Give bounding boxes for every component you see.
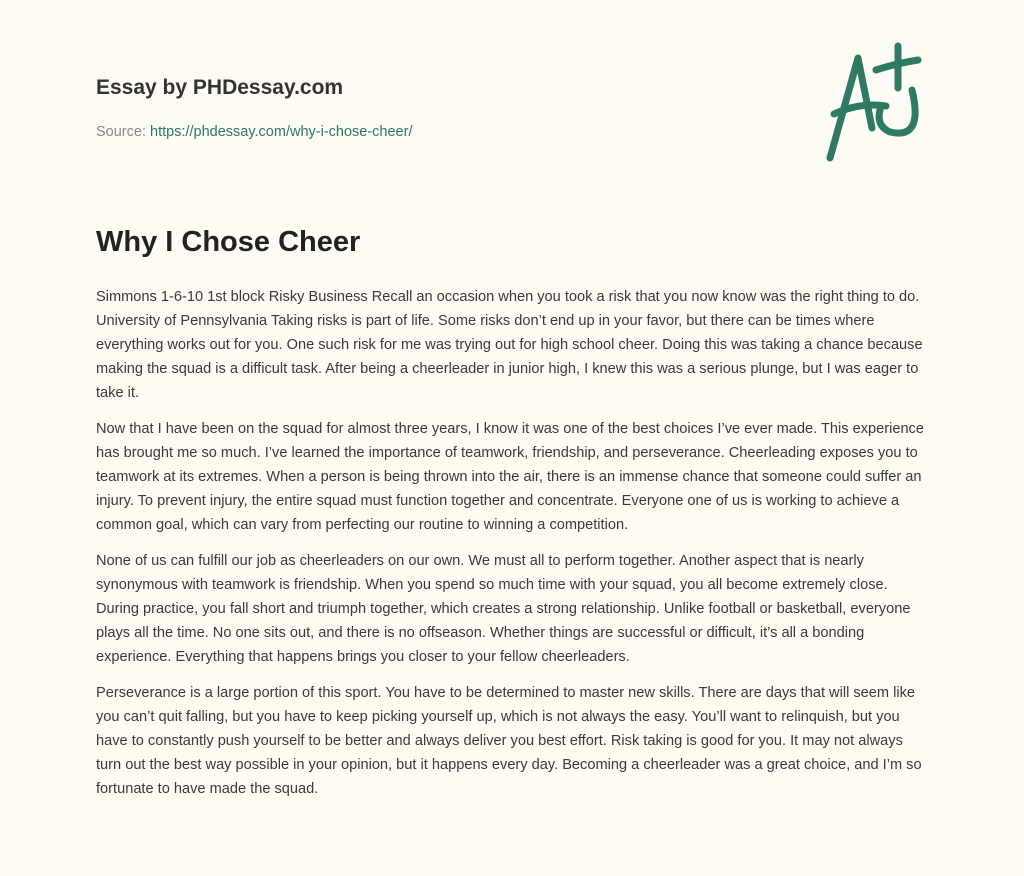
source-label: Source: bbox=[96, 124, 146, 140]
essay-paragraph: Simmons 1-6-10 1st block Risky Business Recall an occasion when you took a risk that you now know was the right thing to do. University of Pennsylvania Taking risks is part of life. Some risks don’t end up in your favor, but there can be times where everything works out for you. One such risk for me was trying out for high school cheer. Doing this was taking a chance because making the squad is a difficult task. After being a cheerleader in junior high, I knew this was a serious plunge, but I was eager to take it. bbox=[96, 289, 923, 401]
a-plus-logo-icon bbox=[820, 40, 930, 165]
essay-title: Why I Chose Cheer bbox=[96, 226, 361, 258]
essay-paragraph: Perseverance is a large portion of this sport. You have to be determined to master new skills. There are days that will seem like you can’t quit falling, but you have to keep picking yourself up, which is not always the easy. You’ll want to relinquish, but you have to constantly push yourself to be better and always deliver you best effort. Risk taking is good for you. It may not always turn out the best way possible in your opinion, but it happens every day. Becoming a cheerleader was a great choice, and I’m so fortunate to have made the squad. bbox=[96, 685, 922, 797]
essay-paragraph: Now that I have been on the squad for almost three years, I know it was one of the best choices I’ve ever made. This experience has brought me so much. I’ve learned the importance of teamwork, friendship, and perseverance. Cheerleading exposes you to teamwork at its extremes. When a person is being thrown into the air, there is an immense chance that someone could suffer an injury. To prevent injury, the entire squad must function together and concentrate. Everyone one of us is working to achieve a common goal, which can vary from perfecting our routine to winning a competition. bbox=[96, 421, 924, 533]
source-link[interactable]: https://phdessay.com/why-i-chose-cheer/ bbox=[150, 124, 413, 140]
essay-paragraph: None of us can fulfill our job as cheerleaders on our own. We must all to perform together. Another aspect that is nearly synonymous with teamwork is friendship. When you spend so much time with your squad, you all become extremely close. During practice, you fall short and triumph together, which creates a strong relationship. Unlike football or basketball, everyone plays all the time. No one sits out, and there is no offseason. Whether things are successful or difficult, it’s all a bonding experience. Everything that happens brings you closer to your fellow cheerleaders. bbox=[96, 553, 911, 665]
source-line bbox=[96, 124, 412, 140]
essay-body bbox=[96, 285, 932, 813]
site-brand: Essay by PHDessay.com bbox=[96, 76, 344, 99]
